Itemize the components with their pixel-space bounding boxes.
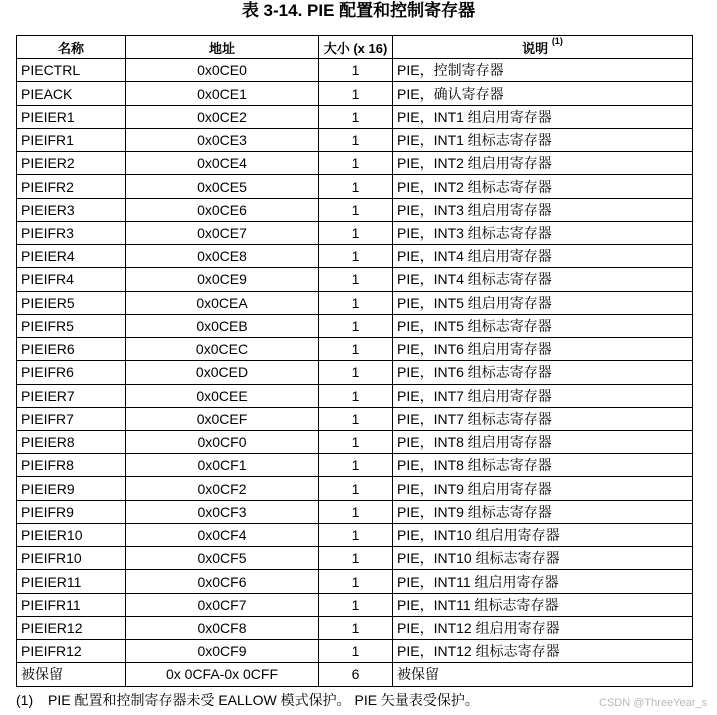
table-row <box>17 477 693 500</box>
table-row <box>17 59 693 82</box>
address-cell: 0x0CE9 <box>126 268 319 291</box>
description-cell: PIE，控制寄存器 <box>393 59 693 82</box>
description-cell: PIE，INT12 组启用寄存器 <box>393 616 693 639</box>
watermark: CSDN @ThreeYear_s <box>599 697 707 709</box>
register-name-cell: PIEIER6 <box>17 338 126 361</box>
description-cell: PIE，INT8 组标志寄存器 <box>393 454 693 477</box>
size-cell: 1 <box>319 245 393 268</box>
footnote-mark: (1) <box>16 692 34 708</box>
description-cell: PIE，INT4 组标志寄存器 <box>393 268 693 291</box>
description-cell: PIE，INT4 组启用寄存器 <box>393 245 693 268</box>
size-cell: 1 <box>319 500 393 523</box>
table-body <box>17 59 693 686</box>
table-row <box>17 663 693 686</box>
header-size: 大小 (x 16) <box>319 36 393 59</box>
header-footnote-mark: (1) <box>551 35 563 46</box>
description-cell: PIE，INT6 组标志寄存器 <box>393 361 693 384</box>
address-cell: 0x0CF4 <box>126 523 319 546</box>
description-cell: PIE，INT9 组启用寄存器 <box>393 477 693 500</box>
header-row <box>17 36 693 59</box>
footnote <box>16 690 479 710</box>
size-cell: 1 <box>319 593 393 616</box>
address-cell: 0x0CEF <box>126 407 319 430</box>
size-cell: 1 <box>319 221 393 244</box>
address-cell: 0x0CEB <box>126 314 319 337</box>
header-description <box>393 36 693 59</box>
register-name-cell: PIEACK <box>17 82 126 105</box>
address-cell: 0x0CF8 <box>126 616 319 639</box>
address-cell: 0x0CE1 <box>126 82 319 105</box>
register-name-cell: PIEIFR2 <box>17 175 126 198</box>
description-cell: PIE，INT3 组标志寄存器 <box>393 221 693 244</box>
register-name-cell: PIEIER1 <box>17 105 126 128</box>
description-cell: PIE，INT9 组标志寄存器 <box>393 500 693 523</box>
address-cell: 0x0CE5 <box>126 175 319 198</box>
size-cell: 1 <box>319 523 393 546</box>
register-name-cell: PIEIFR10 <box>17 547 126 570</box>
register-name-cell: PIEIFR8 <box>17 454 126 477</box>
table-caption: 表 3-14. PIE 配置和控制寄存器 <box>241 1 476 20</box>
table-row <box>17 500 693 523</box>
size-cell: 1 <box>319 82 393 105</box>
description-cell: PIE，确认寄存器 <box>393 82 693 105</box>
description-cell: PIE，INT1 组启用寄存器 <box>393 105 693 128</box>
table-row <box>17 105 693 128</box>
register-name-cell: PIEIFR9 <box>17 500 126 523</box>
register-name-cell: PIEIFR3 <box>17 221 126 244</box>
size-cell: 1 <box>319 407 393 430</box>
address-cell: 0x0CF0 <box>126 430 319 453</box>
table-row <box>17 175 693 198</box>
address-cell: 0x0CE4 <box>126 152 319 175</box>
size-cell: 1 <box>319 198 393 221</box>
address-cell: 0x0CEE <box>126 384 319 407</box>
address-cell: 0x0CF6 <box>126 570 319 593</box>
register-table <box>16 35 693 687</box>
footnote-text: PIE 配置和控制寄存器未受 EALLOW 模式保护。 PIE 矢量表受保护。 <box>48 692 479 708</box>
table-row <box>17 245 693 268</box>
register-name-cell: PIEIFR11 <box>17 593 126 616</box>
address-cell: 0x0CEC <box>126 338 319 361</box>
table-row <box>17 454 693 477</box>
size-cell: 1 <box>319 640 393 663</box>
description-cell: PIE，INT12 组标志寄存器 <box>393 640 693 663</box>
description-cell: PIE，INT8 组启用寄存器 <box>393 430 693 453</box>
size-cell: 1 <box>319 477 393 500</box>
register-name-cell: PIEIFR7 <box>17 407 126 430</box>
table-row <box>17 547 693 570</box>
table-row <box>17 361 693 384</box>
address-cell: 0x0CED <box>126 361 319 384</box>
register-name-cell: PIEIER8 <box>17 430 126 453</box>
description-cell: PIE，INT7 组标志寄存器 <box>393 407 693 430</box>
register-name-cell: PIEIFR1 <box>17 128 126 151</box>
register-name-cell: 被保留 <box>17 663 126 686</box>
address-cell: 0x0CF2 <box>126 477 319 500</box>
description-cell: 被保留 <box>393 663 693 686</box>
description-cell: PIE，INT7 组启用寄存器 <box>393 384 693 407</box>
description-cell: PIE，INT3 组启用寄存器 <box>393 198 693 221</box>
table-row <box>17 338 693 361</box>
table-row <box>17 640 693 663</box>
table-row <box>17 384 693 407</box>
description-cell: PIE，INT1 组标志寄存器 <box>393 128 693 151</box>
description-cell: PIE，INT6 组启用寄存器 <box>393 338 693 361</box>
register-name-cell: PIEIER10 <box>17 523 126 546</box>
size-cell: 1 <box>319 384 393 407</box>
description-cell: PIE，INT2 组标志寄存器 <box>393 175 693 198</box>
address-cell: 0x0CE0 <box>126 59 319 82</box>
size-cell: 1 <box>319 570 393 593</box>
address-cell: 0x0CF7 <box>126 593 319 616</box>
table-row <box>17 314 693 337</box>
register-name-cell: PIECTRL <box>17 59 126 82</box>
size-cell: 1 <box>319 338 393 361</box>
size-cell: 1 <box>319 547 393 570</box>
table-row <box>17 616 693 639</box>
register-name-cell: PIEIFR4 <box>17 268 126 291</box>
register-name-cell: PIEIER5 <box>17 291 126 314</box>
address-cell: 0x0CE6 <box>126 198 319 221</box>
table-row <box>17 523 693 546</box>
size-cell: 1 <box>319 105 393 128</box>
address-cell: 0x0CE3 <box>126 128 319 151</box>
register-name-cell: PIEIER9 <box>17 477 126 500</box>
table-row <box>17 198 693 221</box>
size-cell: 1 <box>319 616 393 639</box>
description-cell: PIE，INT2 组启用寄存器 <box>393 152 693 175</box>
size-cell: 1 <box>319 59 393 82</box>
address-cell: 0x0CE7 <box>126 221 319 244</box>
size-cell: 1 <box>319 314 393 337</box>
address-cell: 0x0CE2 <box>126 105 319 128</box>
table-row <box>17 430 693 453</box>
size-cell: 6 <box>319 663 393 686</box>
register-name-cell: PIEIER7 <box>17 384 126 407</box>
description-cell: PIE，INT11 组标志寄存器 <box>393 593 693 616</box>
address-cell: 0x0CF1 <box>126 454 319 477</box>
header-name: 名称 <box>17 36 126 59</box>
register-name-cell: PIEIFR5 <box>17 314 126 337</box>
register-name-cell: PIEIFR6 <box>17 361 126 384</box>
address-cell: 0x0CF5 <box>126 547 319 570</box>
register-name-cell: PIEIER2 <box>17 152 126 175</box>
register-name-cell: PIEIER4 <box>17 245 126 268</box>
table-row <box>17 291 693 314</box>
size-cell: 1 <box>319 454 393 477</box>
description-cell: PIE，INT10 组标志寄存器 <box>393 547 693 570</box>
register-name-cell: PIEIER3 <box>17 198 126 221</box>
description-cell: PIE，INT10 组启用寄存器 <box>393 523 693 546</box>
table-row <box>17 152 693 175</box>
address-cell: 0x0CF9 <box>126 640 319 663</box>
description-cell: PIE，INT11 组启用寄存器 <box>393 570 693 593</box>
register-name-cell: PIEIFR12 <box>17 640 126 663</box>
size-cell: 1 <box>319 128 393 151</box>
header-description-label: 说明 <box>522 40 549 56</box>
address-cell: 0x 0CFA-0x 0CFF <box>126 663 319 686</box>
address-cell: 0x0CEA <box>126 291 319 314</box>
address-cell: 0x0CE8 <box>126 245 319 268</box>
description-cell: PIE，INT5 组标志寄存器 <box>393 314 693 337</box>
table-row <box>17 570 693 593</box>
size-cell: 1 <box>319 175 393 198</box>
register-name-cell: PIEIER12 <box>17 616 126 639</box>
size-cell: 1 <box>319 430 393 453</box>
size-cell: 1 <box>319 268 393 291</box>
size-cell: 1 <box>319 291 393 314</box>
table-row <box>17 407 693 430</box>
description-cell: PIE，INT5 组启用寄存器 <box>393 291 693 314</box>
table-row <box>17 128 693 151</box>
header-address: 地址 <box>126 36 319 59</box>
table-row <box>17 82 693 105</box>
table-row <box>17 268 693 291</box>
size-cell: 1 <box>319 361 393 384</box>
table-row <box>17 593 693 616</box>
size-cell: 1 <box>319 152 393 175</box>
address-cell: 0x0CF3 <box>126 500 319 523</box>
register-name-cell: PIEIER11 <box>17 570 126 593</box>
table-row <box>17 221 693 244</box>
